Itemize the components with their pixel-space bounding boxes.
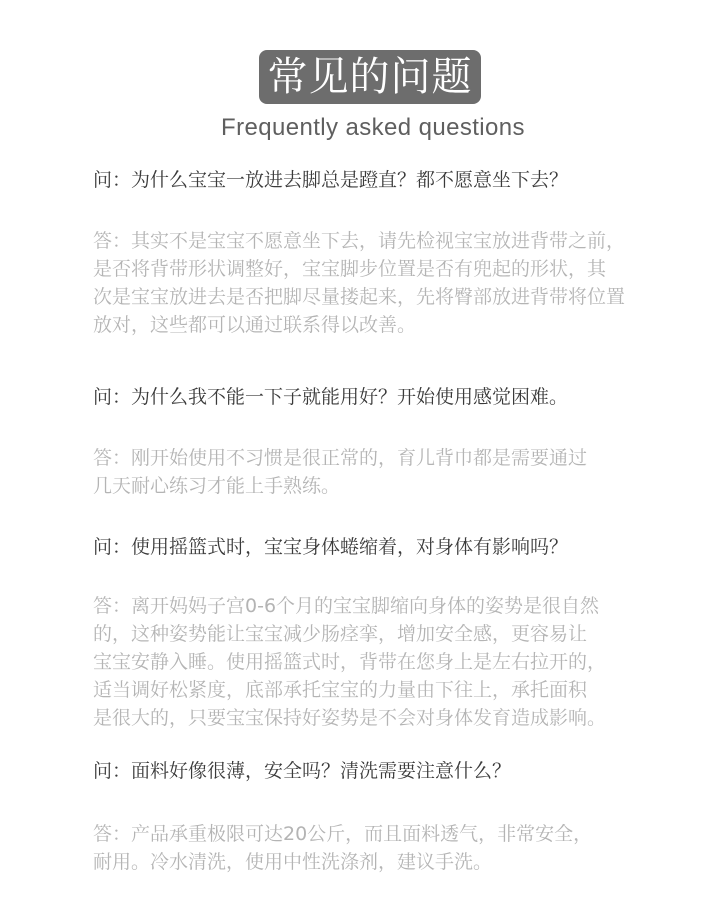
answer-line: 是很大的，只要宝宝保持好姿势是不会对身体发育造成影响。 <box>93 707 607 729</box>
faq-answer <box>93 227 673 339</box>
faq-item <box>93 758 673 876</box>
answer-line: 答：其实不是宝宝不愿意坐下去，请先检视宝宝放进背带之前， <box>93 230 626 252</box>
answer-line: 答：离开妈妈子宫0-6个月的宝宝脚缩向身体的姿势是很自然 <box>93 595 600 617</box>
answer-line: 是否将背带形状调整好，宝宝脚步位置是否有兜起的形状，其 <box>93 258 607 280</box>
faq-question: 问：为什么宝宝一放进去脚总是蹬直？都不愿意坐下去？ <box>93 169 569 191</box>
page-title: 常见的问题 <box>259 50 481 104</box>
faq-answer <box>93 444 673 500</box>
faq-question: 问：使用摇篮式时，宝宝身体蜷缩着，对身体有影响吗？ <box>93 536 569 558</box>
answer-line: 答：产品承重极限可达20公斤，而且面料透气，非常安全， <box>93 823 593 845</box>
answer-line: 宝宝安静入睡。使用摇篮式时，背带在您身上是左右拉开的， <box>93 651 607 673</box>
answer-line: 放对，这些都可以通过联系得以改善。 <box>93 314 417 336</box>
page-subtitle: Frequently asked questions <box>221 114 525 141</box>
answer-line: 的，这种姿势能让宝宝减少肠痉挛，增加安全感，更容易让 <box>93 623 588 645</box>
faq-item <box>93 384 673 500</box>
faq-item <box>93 167 673 339</box>
faq-item <box>93 534 673 732</box>
answer-line: 耐用。冷水清洗，使用中性洗涤剂，建议手洗。 <box>93 851 493 873</box>
answer-line: 几天耐心练习才能上手熟练。 <box>93 475 341 497</box>
faq-answer <box>93 592 673 732</box>
answer-line: 次是宝宝放进去是否把脚尽量搂起来，先将臀部放进背带将位置 <box>93 286 626 308</box>
answer-line: 答：刚开始使用不习惯是很正常的，育儿背巾都是需要通过 <box>93 447 588 469</box>
answer-line: 适当调好松紧度，底部承托宝宝的力量由下往上，承托面积 <box>93 679 588 701</box>
faq-answer <box>93 820 673 876</box>
faq-question: 问：为什么我不能一下子就能用好？开始使用感觉困难。 <box>93 386 569 408</box>
faq-question: 问：面料好像很薄，安全吗？清洗需要注意什么？ <box>93 760 512 782</box>
